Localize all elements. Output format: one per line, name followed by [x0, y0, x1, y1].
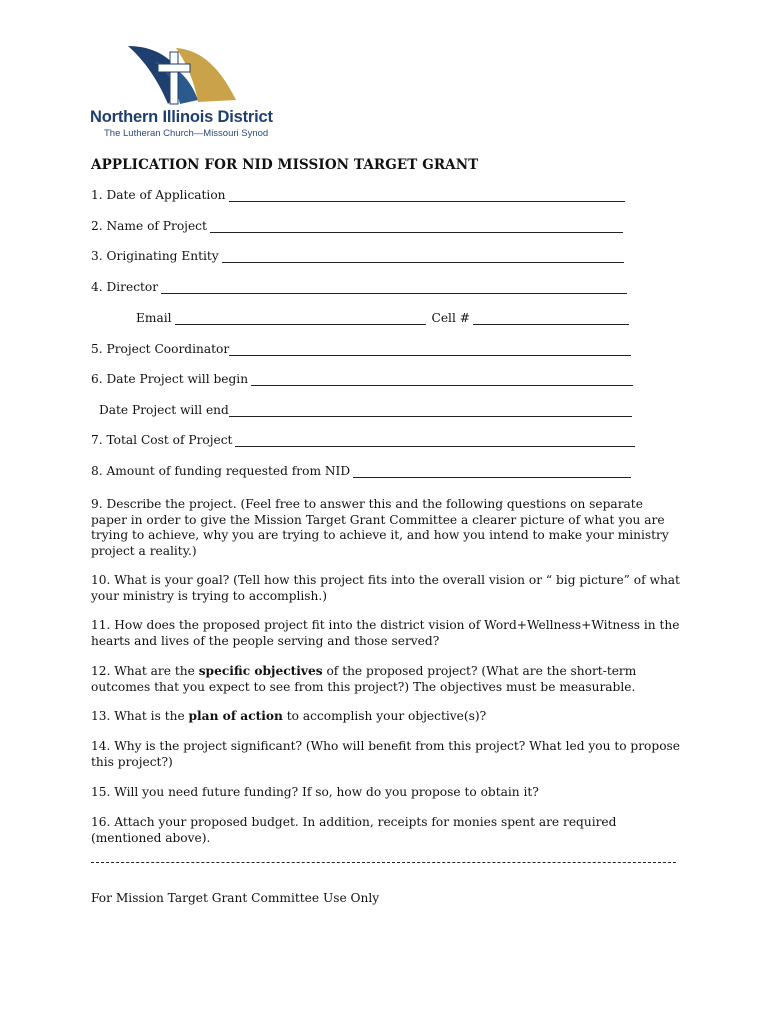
- email-label: Email: [136, 311, 172, 325]
- field-label: 4. Director: [91, 280, 159, 294]
- field-email-cell: [136, 311, 629, 325]
- question-9: 9. Describe the project. (Feel free to answer this and the following questions on separate paper in order to give the Mission Target Grant Committee a clearer picture of what you are trying to achieve, why you are trying to achieve it, and how you intend to make your ministry project a reality.): [91, 497, 669, 558]
- question-11: 11. How does the proposed project fit into the district vision of Word+Wellness+Witness in the hearts and lives of the people serving and those served?: [91, 618, 680, 648]
- question-14: 14. Why is the project significant? (Who will benefit from this project? What led you to propose this project?): [91, 739, 680, 769]
- question-13-emphasis: plan of action: [188, 709, 283, 723]
- field-name-of-project: [91, 219, 623, 233]
- question-10: 10. What is your goal? (Tell how this project fits into the overall vision or “ big picture” of what your ministry is trying to accomplish.): [91, 573, 680, 603]
- field-date-begin: [91, 372, 633, 386]
- cell-blank[interactable]: [473, 311, 629, 325]
- field-originating-entity: [91, 249, 624, 263]
- email-blank[interactable]: [175, 311, 426, 325]
- field-label: Date Project will end: [99, 403, 229, 417]
- question-12-text: 12. What are the: [91, 664, 199, 678]
- field-label: 2. Name of Project: [91, 219, 207, 233]
- field-label: 1. Date of Application: [91, 188, 226, 202]
- date-begin-blank[interactable]: [251, 372, 633, 386]
- field-project-coordinator: [91, 342, 631, 356]
- logo-title: Northern Illinois District: [90, 108, 273, 126]
- total-cost-blank[interactable]: [235, 433, 635, 447]
- date-of-application-blank[interactable]: [229, 188, 625, 202]
- cell-label: Cell #: [431, 311, 470, 325]
- field-label: 6. Date Project will begin: [91, 372, 249, 386]
- project-coordinator-blank[interactable]: [229, 342, 631, 356]
- field-date-end: [99, 403, 632, 417]
- field-funding-requested: [91, 464, 631, 478]
- field-date-of-application: [91, 188, 625, 202]
- committee-use-label: For Mission Target Grant Committee Use Only: [91, 891, 380, 905]
- date-end-blank[interactable]: [229, 403, 632, 417]
- name-of-project-blank[interactable]: [210, 219, 623, 233]
- field-director: [91, 280, 627, 294]
- cross-emblem-icon: [124, 42, 242, 108]
- page-title: APPLICATION FOR NID MISSION TARGET GRANT: [91, 157, 479, 173]
- field-label: 3. Originating Entity: [91, 249, 219, 263]
- field-label: 8. Amount of funding requested from NID: [91, 464, 351, 478]
- question-13-text-cont: to accomplish your objective(s)?: [282, 709, 487, 723]
- originating-entity-blank[interactable]: [222, 249, 624, 263]
- field-label: 5. Project Coordinator: [91, 342, 230, 356]
- question-13-text: 13. What is the: [91, 709, 189, 723]
- question-16: 16. Attach your proposed budget. In addition, receipts for monies spent are required (mentioned above).: [91, 815, 617, 845]
- question-15: 15. Will you need future funding? If so, how do you propose to obtain it?: [91, 785, 539, 799]
- question-12: [91, 664, 681, 695]
- field-total-cost: [91, 433, 635, 447]
- cut-line-divider: [91, 862, 676, 863]
- funding-requested-blank[interactable]: [353, 464, 631, 478]
- question-12-text-cont: of the proposed project? (What are the short-term outcomes that you expect to see from this project?) The objectives must be measurable.: [91, 664, 637, 694]
- question-12-emphasis: specific objectives: [198, 664, 323, 678]
- logo-tagline: The Lutheran Church—Missouri Synod: [104, 128, 269, 139]
- question-13: [91, 709, 681, 725]
- director-blank[interactable]: [161, 280, 627, 294]
- district-logo: [88, 42, 288, 142]
- field-label: 7. Total Cost of Project: [91, 433, 233, 447]
